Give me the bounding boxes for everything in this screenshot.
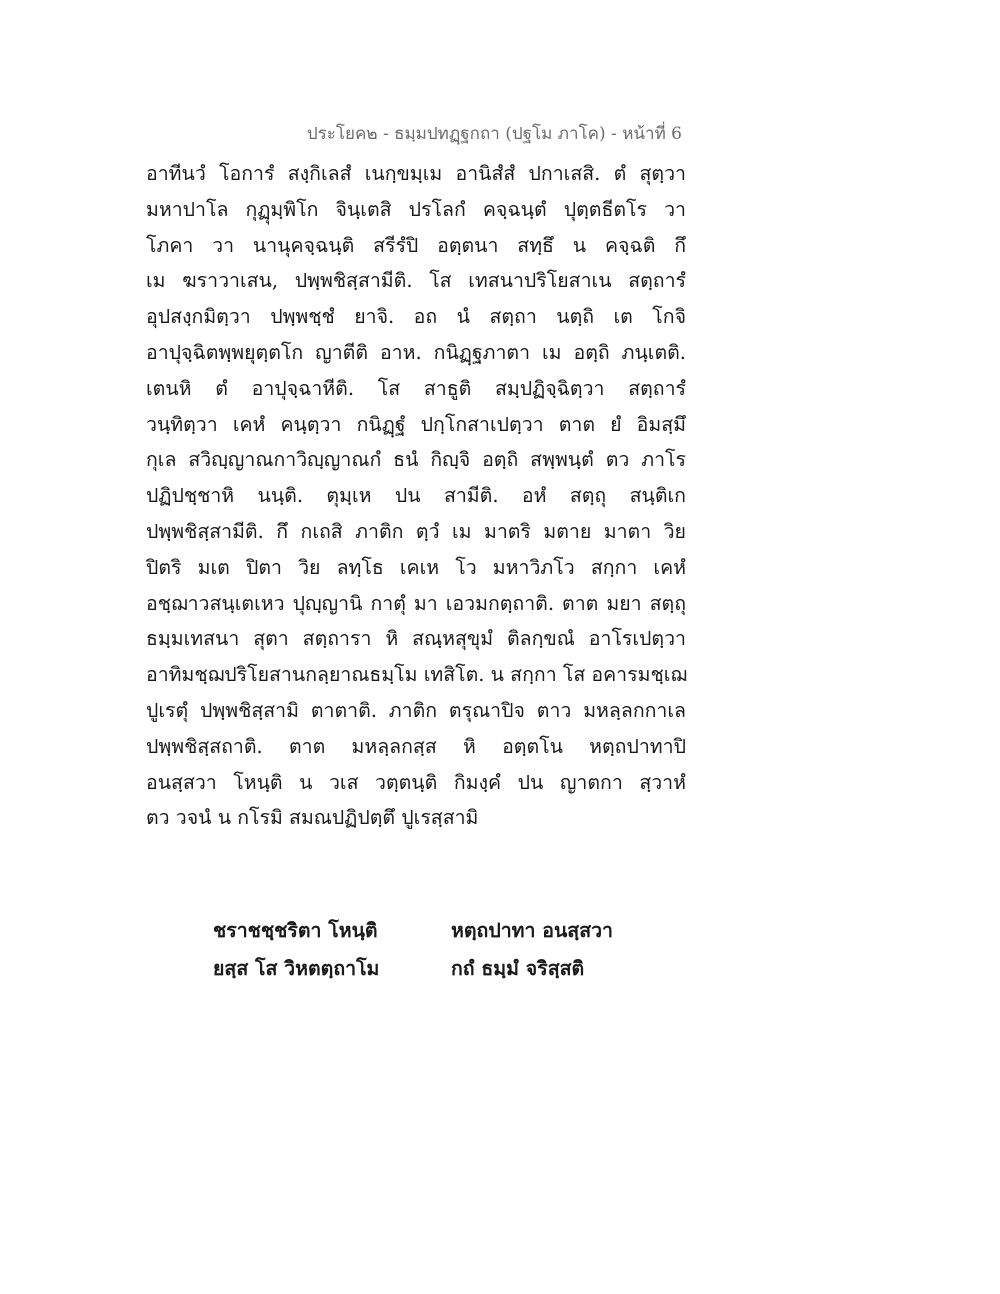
verse-line-1-right: หตฺถปาทา อนสฺสวา bbox=[451, 919, 613, 942]
text-line: อชฺฌาวสนฺเตเหว ปุญฺญานิ กาตุํ มา เอวมกตฺถาติ. ตาต มยา สตฺถุ bbox=[146, 591, 686, 615]
verse-line-1-left: ชราชชฺชริตา โหนฺติ bbox=[213, 919, 378, 942]
verse-row bbox=[213, 912, 633, 950]
text-line: อาทิมชฺฌปริโยสานกลฺยาณธมฺโม เทสิโต. น สกฺกา โส อคารมชฺเฌ bbox=[146, 663, 688, 687]
verse-line-2-left: ยสฺส โส วิหตตฺถาโม bbox=[213, 957, 380, 980]
text-line: อุปสงฺกมิตฺวา ปพฺพชฺชํ ยาจิ. อถ นํ สตฺถา นตฺถิ เต โกจิ bbox=[146, 305, 686, 329]
text-line: เม ฆราวาเสน, ปพฺพชิสฺสามีติ. โส เทสนาปริโยสาเน สตฺถารํ bbox=[146, 269, 686, 293]
text-line: ตว วจนํ น กโรมิ สมณปฏิปตฺตึ ปูเรสฺสามิ bbox=[146, 806, 479, 830]
verse-row bbox=[213, 950, 633, 988]
text-line: วนฺทิตฺวา เคหํ คนฺตฺวา กนิฏฺฐํ ปกฺโกสาเปตฺวา ตาต ยํ อิมสฺมึ bbox=[146, 412, 686, 436]
page-header: ประโยค๒ - ธมฺมปทฏฺฐกถา (ปฐโม ภาโค) - หน้าที่ 6 bbox=[306, 124, 682, 144]
text-line: ธมฺมเทสนา สุตา สตฺถารา หิ สณฺหสุขุมํ ติลกฺขณํ อาโรเปตฺวา bbox=[146, 627, 686, 651]
verse-line-2-right: กถํ ธมฺมํ จริสฺสติ bbox=[451, 957, 585, 980]
text-line: ปพฺพชิสฺสถาติ. ตาต มหลฺลกสฺส หิ อตฺตโน หตฺถปาทาปิ bbox=[146, 734, 686, 758]
text-line: ปิตริ มเต ปิตา วิย ลทฺโธ เคเห โว มหาวิภโว สกฺกา เคหํ bbox=[146, 555, 686, 579]
text-line: ปฏิปชฺชาหิ นนฺติ. ตุมฺเห ปน สามีติ. อหํ สตฺถุ สนฺติเก bbox=[146, 484, 686, 508]
text-line: ปพฺพชิสฺสามีติ. กึ กเถสิ ภาติก ตฺวํ เม มาตริ มตาย มาตา วิย bbox=[146, 519, 686, 543]
text-line: กุเล สวิญฺญาณกาวิญฺญาณกํ ธนํ กิญฺจิ อตฺถิ สพฺพนฺตํ ตว ภาโร bbox=[146, 448, 686, 472]
text-line: อาทีนวํ โอการํ สงฺกิเลสํ เนกฺขมฺเม อานิสํสํ ปกาเสสิ. ตํ สุตฺวา bbox=[146, 162, 686, 185]
text-line: เตนหิ ตํ อาปุจฺฉาหีติ. โส สาธูติ สมฺปฏิจฺฉิตฺวา สตฺถารํ bbox=[146, 376, 686, 400]
body-text bbox=[146, 156, 686, 836]
text-line: มหาปาโล กุฏุมฺพิโก จินฺเตสิ ปรโลกํ คจฺฉนฺตํ ปุตฺตธีตโร วา bbox=[146, 197, 686, 221]
text-line: อนสฺสวา โหนฺติ น วเส วตฺตนฺติ กิมงฺคํ ปน ญาตกา สฺวาหํ bbox=[146, 770, 686, 794]
text-line: โภคา วา นานุคจฺฉนฺติ สรีรํปิ อตฺตนา สทฺธึ น คจฺฉติ กึ bbox=[146, 233, 686, 257]
verse bbox=[213, 912, 633, 988]
text-line: ปูเรตุํ ปพฺพชิสฺสามิ ตาตาติ. ภาติก ตรุณาปิจ ตาว มหลฺลกกาเล bbox=[146, 698, 686, 722]
text-line: อาปุจฺฉิตพฺพยุตฺตโก ญาตีติ อาห. กนิฏฺฐภาตา เม อตฺถิ ภนฺเตติ. bbox=[146, 340, 686, 364]
